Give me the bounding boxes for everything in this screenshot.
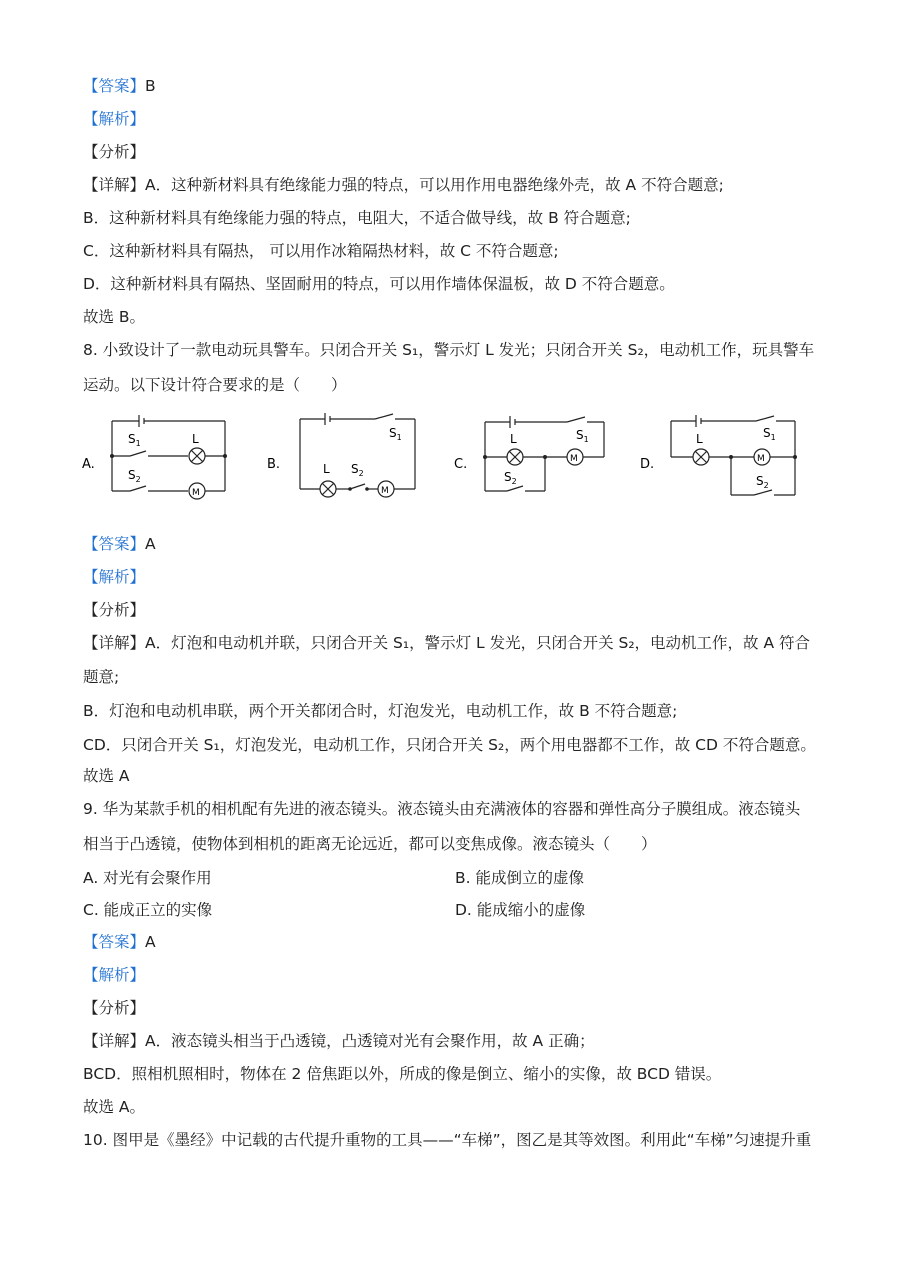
- s1-label: $S_1$: [763, 426, 776, 442]
- circuit-diagram-d: [638, 405, 808, 500]
- analysis-tag: 【解析】: [83, 110, 146, 128]
- detail-line: BCD．照相机照相时，物体在 2 倍焦距以外，所成的像是倒立、缩小的实像，故 BCD 错误。: [83, 1065, 722, 1083]
- s2-label: $S_2$: [128, 468, 141, 484]
- lamp-label: L: [696, 432, 703, 446]
- circuit-diagram-c: [452, 405, 617, 500]
- motor-label: M: [757, 454, 765, 464]
- circuit-c-label: C.: [454, 457, 468, 472]
- motor-label: M: [192, 488, 200, 498]
- circuit-b-label: B.: [267, 457, 281, 472]
- answer-line: [83, 932, 156, 952]
- conclusion-line: 故选 A: [83, 767, 130, 785]
- analysis-tag: 【解析】: [83, 966, 146, 984]
- answer-tag: 【答案】: [83, 933, 146, 951]
- answer-tag: 【答案】: [83, 535, 146, 553]
- circuit-diagram-b: [265, 405, 425, 500]
- question-9-line2: 相当于凸透镜，使物体到相机的距离无论远近，都可以变焦成像。液态镜头（ ）: [83, 835, 657, 853]
- circuit-diagram-a: [80, 405, 240, 500]
- analysis-tag: 【解析】: [83, 568, 146, 586]
- detail-line: D．这种新材料具有隔热、坚固耐用的特点，可以用作墙体保温板，故 D 不符合题意。: [83, 275, 675, 293]
- lamp-label: L: [510, 432, 517, 446]
- fenxi-tag: 【分析】: [83, 601, 146, 619]
- s2-label: $S_2$: [504, 470, 517, 486]
- motor-label: M: [570, 454, 578, 464]
- option-c: C. 能成正立的实像: [83, 901, 213, 919]
- s1-label: $S_1$: [128, 432, 141, 448]
- question-10-line1: 10. 图甲是《墨经》中记载的古代提升重物的工具——“车梯”，图乙是其等效图。利用此“车梯”匀速提升重: [83, 1131, 812, 1149]
- fenxi-tag: 【分析】: [83, 999, 146, 1017]
- circuit-d-label: D.: [640, 457, 655, 472]
- answer-value: A: [145, 535, 156, 553]
- conclusion-line: 故选 A。: [83, 1098, 146, 1116]
- detail-line: 【详解】A．这种新材料具有绝缘能力强的特点，可以用作用电器绝缘外壳，故 A 不符合题意;: [83, 176, 724, 194]
- answer-line: [83, 76, 156, 96]
- answer-tag: 【答案】: [83, 77, 146, 95]
- detail-line: 题意;: [83, 668, 120, 686]
- option-d: D. 能成缩小的虚像: [455, 901, 586, 919]
- lamp-label: L: [323, 462, 330, 476]
- lamp-label: L: [192, 432, 199, 446]
- circuit-a-label: A.: [82, 457, 95, 472]
- s2-label: $S_2$: [756, 474, 769, 490]
- conclusion-line: 故选 B。: [83, 308, 146, 326]
- s2-label: $S_2$: [351, 462, 364, 478]
- fenxi-tag: 【分析】: [83, 143, 146, 161]
- answer-value: A: [145, 933, 156, 951]
- detail-line: C．这种新材料具有隔热， 可以用作冰箱隔热材料，故 C 不符合题意;: [83, 242, 559, 260]
- question-9-line1: 9. 华为某款手机的相机配有先进的液态镜头。液态镜头由充满液体的容器和弹性高分子膜组成。液态镜头: [83, 800, 801, 818]
- detail-line: 【详解】A．液态镜头相当于凸透镜，凸透镜对光有会聚作用，故 A 正确；: [83, 1032, 595, 1050]
- answer-line: [83, 534, 156, 554]
- s1-label: $S_1$: [389, 426, 402, 442]
- detail-line: B．灯泡和电动机串联，两个开关都闭合时，灯泡发光，电动机工作，故 B 不符合题意;: [83, 702, 678, 720]
- detail-line: B．这种新材料具有绝缘能力强的特点，电阻大，不适合做导线，故 B 符合题意;: [83, 209, 631, 227]
- detail-line: 【详解】A．灯泡和电动机并联，只闭合开关 S₁，警示灯 L 发光，只闭合开关 S₂，电动机工作，故 A 符合: [83, 634, 811, 652]
- question-8-line1: 8. 小致设计了一款电动玩具警车。只闭合开关 S₁，警示灯 L 发光；只闭合开关 S₂，电动机工作，玩具警车: [83, 341, 815, 359]
- answer-value: B: [145, 77, 156, 95]
- detail-line: CD．只闭合开关 S₁，灯泡发光，电动机工作，只闭合开关 S₂，两个用电器都不工作，故 CD 不符合题意。: [83, 736, 816, 754]
- option-a: A. 对光有会聚作用: [83, 869, 212, 887]
- motor-label: M: [381, 486, 389, 496]
- option-b: B. 能成倒立的虚像: [455, 869, 584, 887]
- s1-label: $S_1$: [576, 428, 589, 444]
- question-8-line2: 运动。以下设计符合要求的是（ ）: [83, 376, 347, 394]
